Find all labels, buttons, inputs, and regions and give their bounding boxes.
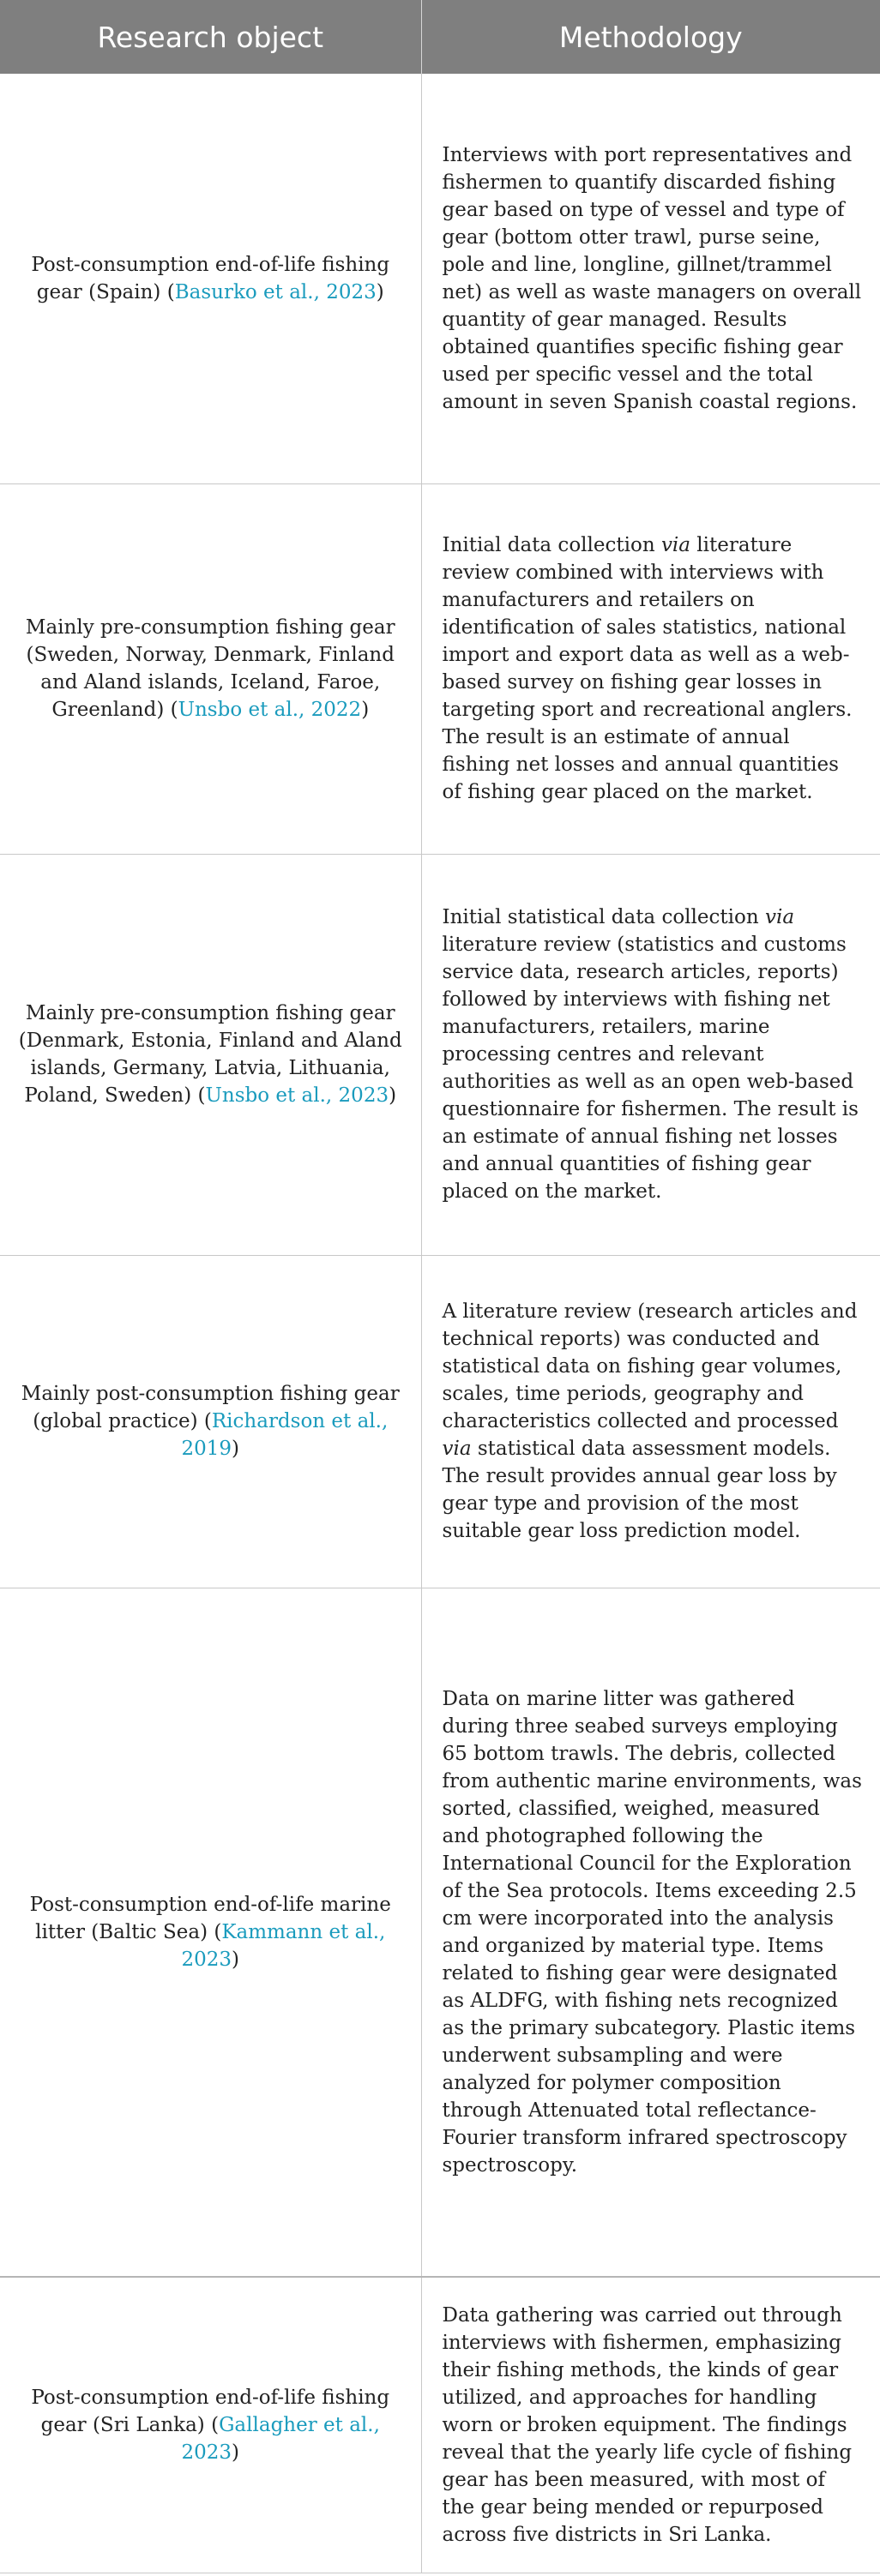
methodology-italic: via [660,534,690,556]
reference-link[interactable]: Richardson et al., 2019 [181,1410,389,1460]
research-object-cell: Mainly pre-consumption fishing gear (Denmark, Estonia, Finland and Aland islands, Germany, Latvia, Lithuania, Poland, Sweden) (Unsbo et al., 2023) [0,854,421,1255]
reference-link[interactable]: Unsbo et al., 2023 [205,1084,389,1107]
table-row [0,854,880,1255]
methodology-text: literature review (statistics and customs service data, research articles, reports) followed by interviews with fishing net manufacturers, retailers, marine processing centres and relevant authorities as well as an open web-based questionnaire for fishermen. The result is an estimate of annual fishing net losses and annual quantities of fishing gear placed on the market. [442,934,859,1203]
methodology-text: Initial data collection [442,534,661,556]
header-research-object: Research object [0,0,421,74]
methodology-cell [421,2277,880,2573]
methodology-text: A literature review (research articles and technical reports) was conducted and statistical data on fishing gear volumes, scales, time periods, geography and characteristics collected and processed [442,1300,858,1432]
research-object-cell: Mainly pre-consumption fishing gear (Sweden, Norway, Denmark, Finland and Aland islands, Iceland, Faroe, Greenland) (Unsbo et al., 2022) [0,483,421,854]
methodology-cell [421,483,880,854]
table-row [0,1255,880,1588]
methodology-cell [421,74,880,483]
header-methodology: Methodology [421,0,880,74]
object-text: Post-consumption end-of-life marine litter (Baltic Sea) ( [29,1893,391,1943]
methodology-italic: via [764,906,795,928]
methodology-text: Data gathering was carried out through interviews with fishermen, emphasizing their fishing methods, the kinds of gear utilized, and approaches for handling worn or broken equipment. The findings reveal that the yearly life cycle of fishing gear has been measured, with most of the gear being mended or repurposed across five districts in Sri Lanka. [442,2303,853,2546]
table-row [0,483,880,854]
reference-link[interactable]: Gallagher et al., 2023 [181,2413,380,2464]
research-object-cell: Post-consumption end-of-life marine litter (Baltic Sea) (Kammann et al., 2023) [0,1588,421,2277]
object-text: Post-consumption end-of-life fishing gear (Sri Lanka) ( [31,2386,390,2436]
research-object-cell: Mainly post-consumption fishing gear (global practice) (Richardson et al., 2019) [0,1255,421,1588]
methodology-cell [421,854,880,1255]
object-text: Mainly pre-consumption fishing gear (Sweden, Norway, Denmark, Finland and Aland islands, Iceland, Faroe, Greenland) ( [25,616,395,721]
table-row [0,1588,880,2277]
table-row [0,2277,880,2573]
research-object-cell: Post-consumption end-of-life fishing gear (Spain) (Basurko et al., 2023) [0,74,421,483]
methodology-text: Initial statistical data collection [442,906,765,928]
methodology-cell [421,1255,880,1588]
reference-link[interactable]: Kammann et al., 2023 [181,1920,386,1971]
reference-link[interactable]: Basurko et al., 2023 [174,280,377,303]
object-text: Post-consumption end-of-life fishing gear (Spain) [31,253,390,303]
object-text: Mainly post-consumption fishing gear (global practice) ( [21,1383,400,1432]
methodology-text: statistical data assessment models. The result provides annual gear loss by gear type and provision of the most suitable gear loss prediction model. [442,1438,837,1542]
research-object-cell: Post-consumption end-of-life fishing gear (Sri Lanka) (Gallagher et al., 2023) [0,2277,421,2573]
methodology-text: Interviews with port representatives and fishermen to quantify discarded fishing gear based on type of vessel and type of gear (bottom otter trawl, purse seine, pole and line, longline, gillnet/trammel net) as well as waste managers on overall quantity of gear managed. Results obtained quantifies specific fishing gear used per specific vessel and the total amount in seven Spanish coastal regions. [442,143,862,413]
methodology-italic: via [442,1438,472,1460]
methodology-text: Data on marine litter was gathered during three seabed surveys employing 65 bottom trawls. The debris, collected from authentic marine environments, was sorted, classified, weighed, measured and photographed following the International Council for the Exploration of the Sea protocols. Items exceeding 2.5 cm were incorporated into the analysis and organized by material type. Items related to fishing gear were designated as ALDFG, with fishing nets recognized as the primary subcategory. Plastic items underwent subsampling and were analyzed for polymer composition through Attenuated total reflectance-Fourier transform infrared spectroscopy spectroscopy. [442,1687,862,2177]
reference-link[interactable]: Unsbo et al., 2022 [178,699,362,721]
table-row [0,74,880,483]
object-text: Mainly pre-consumption fishing gear (Denmark, Estonia, Finland and Aland islands, Germany, Latvia, Lithuania, Poland, Sweden) ( [18,1002,402,1107]
header-row [0,0,880,74]
methodology-text: literature review combined with interviews with manufacturers and retailers on identification of sales statistics, national import and export data as well as a web-based survey on fishing gear losses in targeting sport and recreational anglers. The result is an estimate of annual fishing net losses and annual quantities of fishing gear placed on the market. [442,534,853,803]
methodology-cell [421,1588,880,2277]
